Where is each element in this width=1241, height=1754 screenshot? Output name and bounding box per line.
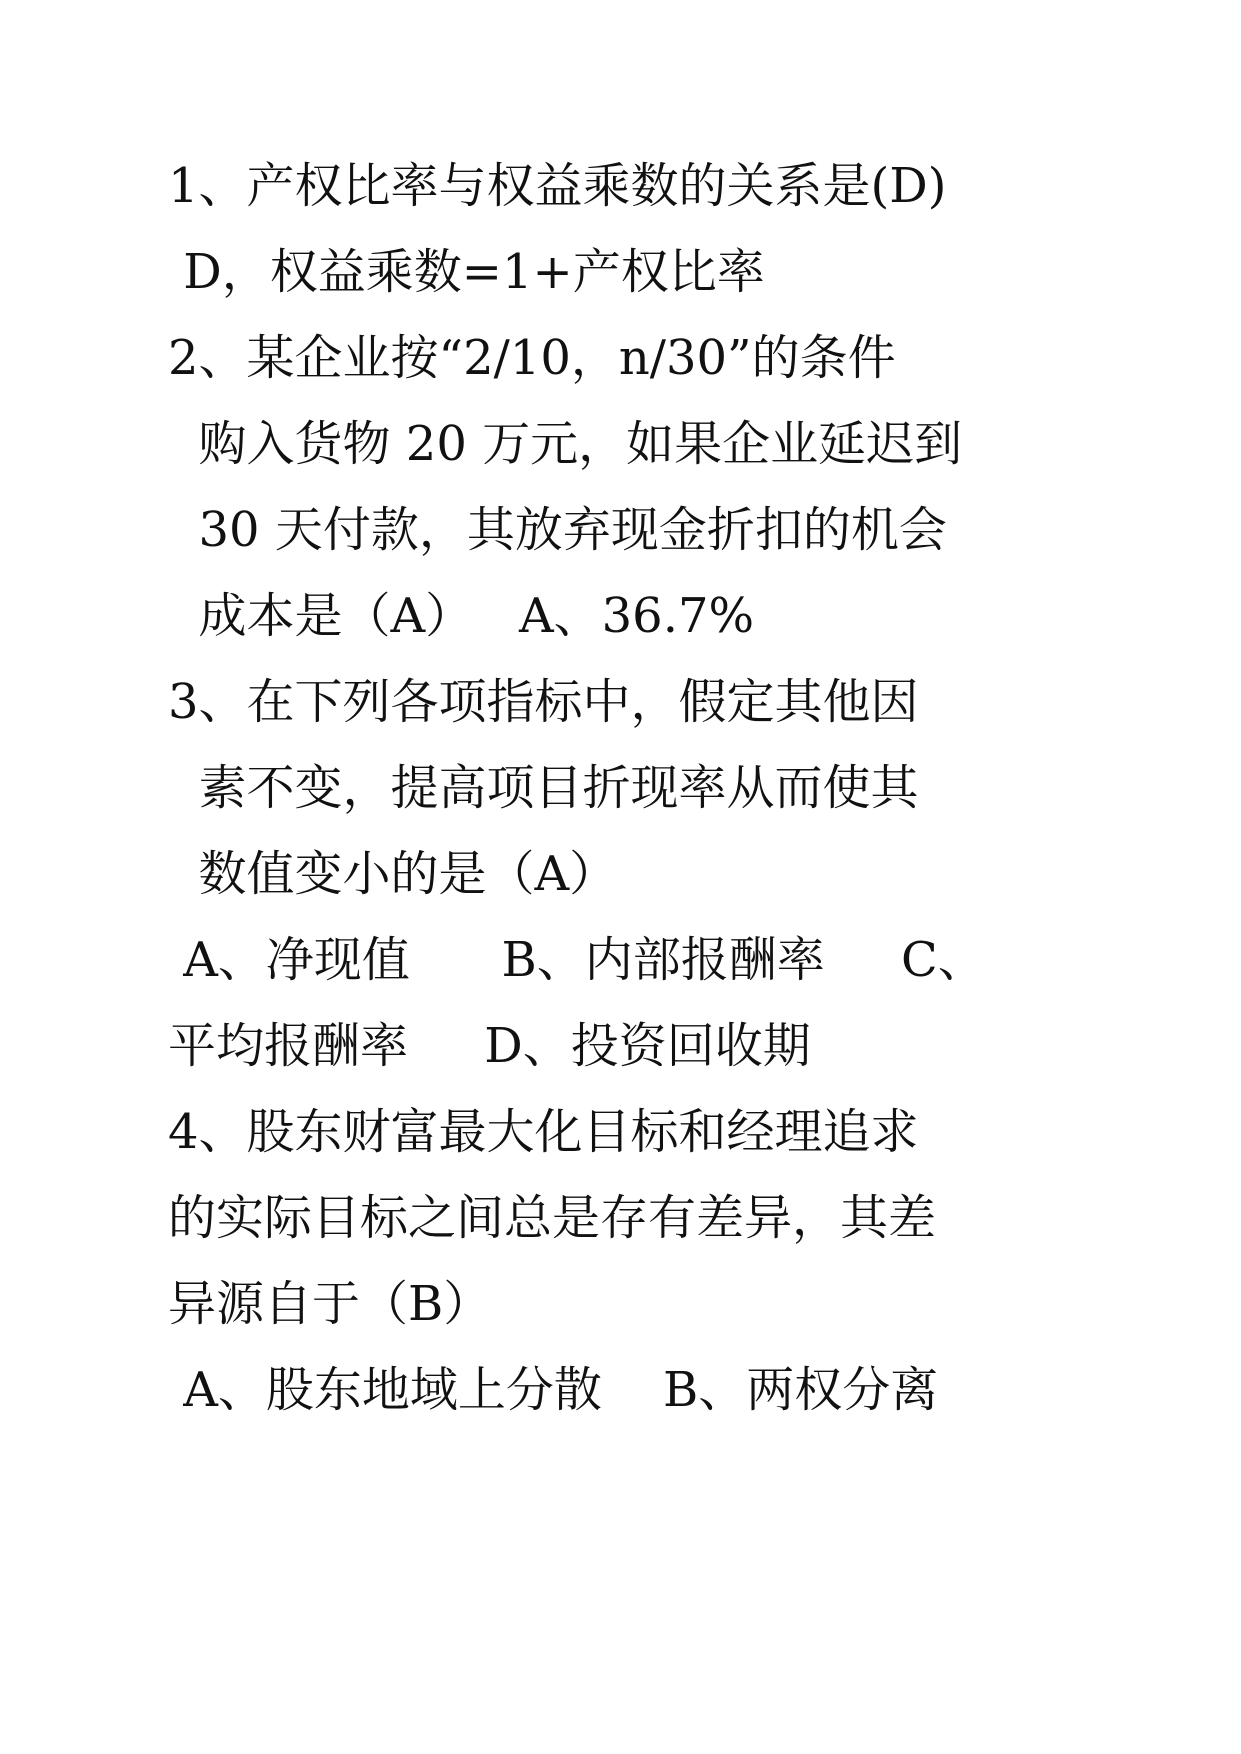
q3-stem-line-3: 数值变小的是（A） bbox=[168, 846, 618, 902]
q3-stem-line-2: 素不变，提高项目折现率从而使其 bbox=[168, 760, 919, 816]
q4-stem-line-1: 4、股东财富最大化目标和经理追求 bbox=[168, 1104, 919, 1160]
q1-answer: D，权益乘数=1+产权比率 bbox=[168, 244, 765, 300]
q3-options-line-2: 平均报酬率 D、投资回收期 bbox=[168, 1018, 811, 1074]
q3-options-line-1: A、净现值 B、内部报酬率 C、 bbox=[168, 932, 986, 988]
q4-options-line-1: A、股东地域上分散 B、两权分离 bbox=[168, 1362, 939, 1418]
q2-stem-line-2: 购入货物 20 万元，如果企业延迟到 bbox=[168, 416, 963, 472]
q4-stem-line-3: 异源自于（B） bbox=[168, 1276, 492, 1332]
q1-stem: 1、产权比率与权益乘数的关系是(D) bbox=[168, 158, 947, 214]
q4-stem-line-2: 的实际目标之间总是存有差异，其差 bbox=[168, 1190, 937, 1246]
q2-stem-line-1: 2、某企业按“2/10，n/30”的条件 bbox=[168, 330, 896, 386]
q2-stem-line-3: 30 天付款，其放弃现金折扣的机会 bbox=[168, 502, 947, 558]
q3-stem-line-1: 3、在下列各项指标中，假定其他因 bbox=[168, 674, 919, 730]
q2-stem-line-4: 成本是（A） A、36.7% bbox=[168, 588, 755, 644]
